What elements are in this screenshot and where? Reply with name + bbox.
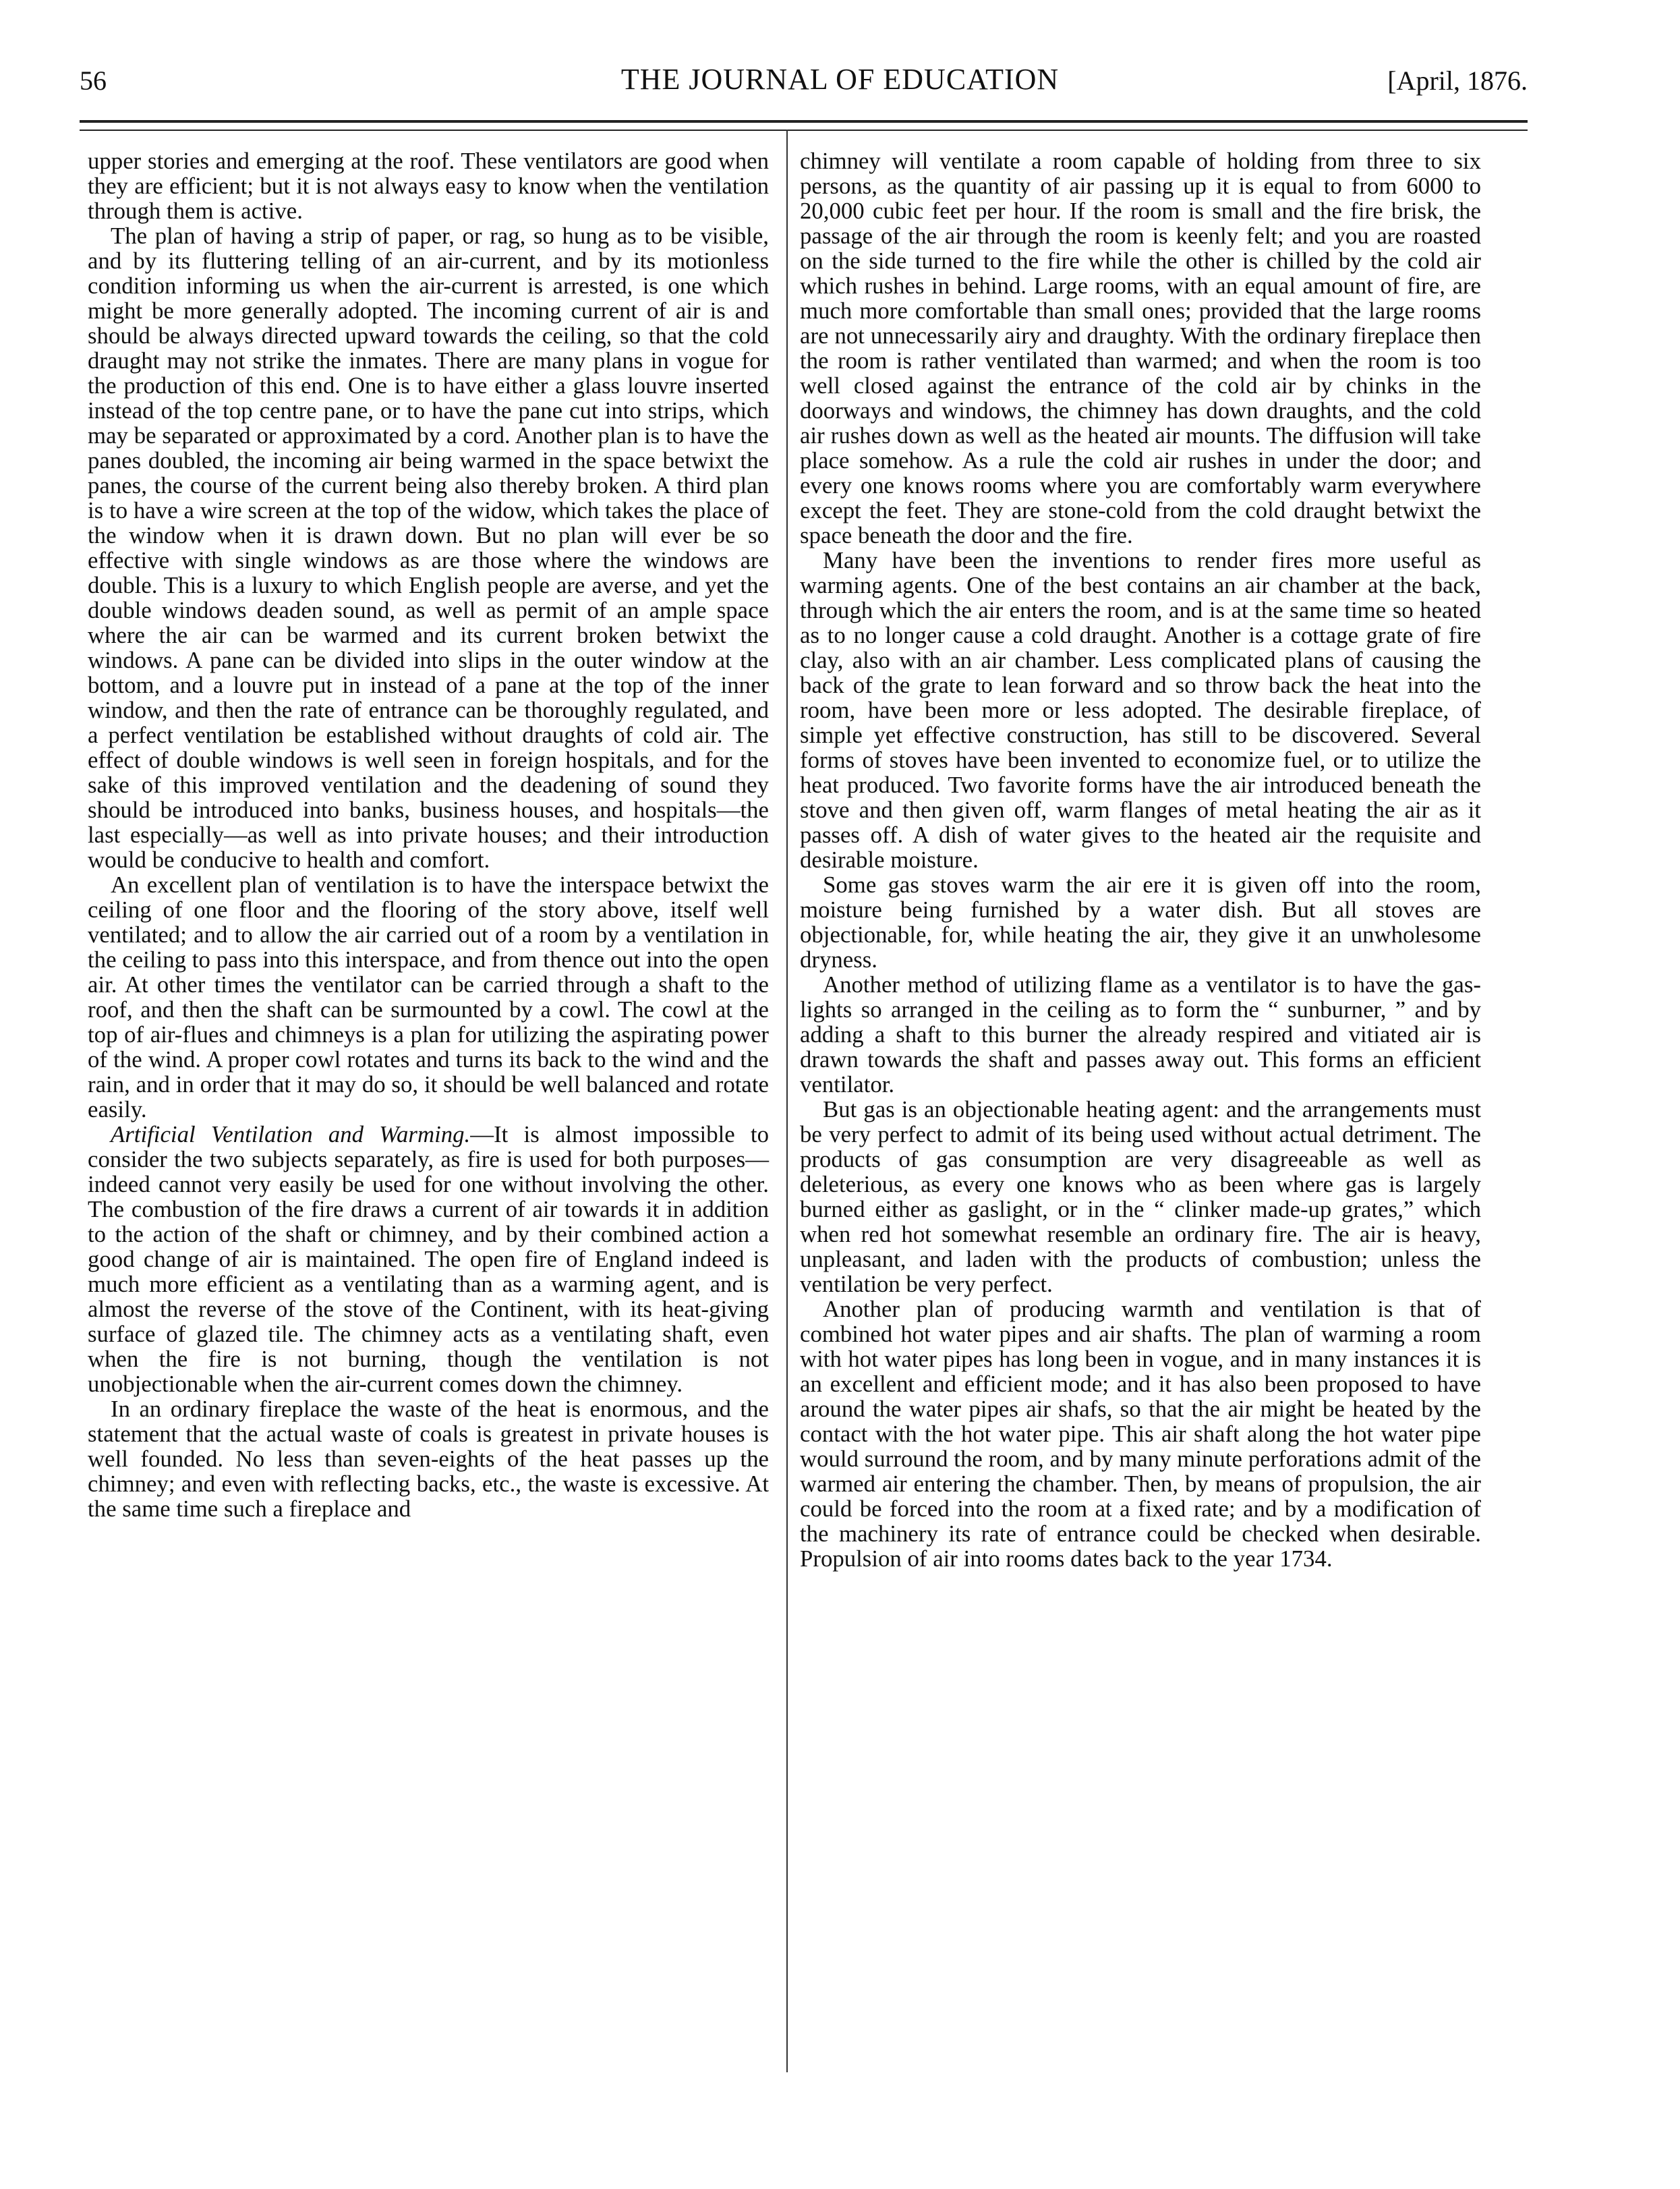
paragraph	[88, 1122, 769, 1396]
paragraph: But gas is an objectionable heating agent: and the arrangements must be very perfect to admit of its being used without actual detriment. The products of gas consumption are very disagreeable as well as deleterious, as every one knows who as been where gas is largely burned either as gaslight, or in the “ clinker made-up grates,” which when red hot somewhat resemble an ordinary fire. The air is heavy, unpleasant, and laden with the products of combustion; unless the ventilation be very perfect.	[800, 1096, 1481, 1297]
paragraph: The plan of having a strip of paper, or rag, so hung as to be visible, and by its fluttering telling of an air-current, and by its motionless condition informing us when the air-current is arrested, is one which might be more generally adopted. The incoming current of air is and should be always directed upward towards the ceiling, so that the cold draught may not strike the inmates. There are many plans in vogue for the production of this end. One is to have either a glass louvre inserted instead of the top centre pane, or to have the pane cut into strips, which may be separated or approximated by a cord. Another plan is to have the panes doubled, the incoming air being warmed in the space betwixt the panes, the course of the current being also thereby broken. A third plan is to have a wire screen at the top of the widow, which takes the place of the window when it is drawn down. But no plan will ever be so effective with single windows as are those where the windows are double. This is a luxury to which English people are averse, and yet the double windows deaden sound, as well as permit of an ample space where the air can be warmed and its current broken betwixt the windows. A pane can be divided into slips in the outer window at the bottom, and a louvre put in instead of a pane at the top of the inner window, and then the rate of entrance can be thoroughly regulated, and a perfect ventilation be established without draughts of cold air. The effect of double windows is well seen in foreign hospitals, and for the sake of this improved ventilation and the deadening of sound they should be introduced into banks, business houses, and hospitals—the last especially—as well as into private houses; and their introduction would be conducive to health and comfort.	[88, 223, 769, 873]
section-title: Artificial Ventilation and Warming.	[111, 1121, 471, 1147]
right-column	[800, 148, 1481, 1571]
column-divider	[786, 130, 788, 2072]
paragraph: Another plan of producing warmth and ventilation is that of combined hot water pipes and air shafts. The plan of warming a room with hot water pipes has long been in vogue, and in many instances it is an excellent and efficient mode; and it has also been proposed to have around the water pipes air shafs, so that the air might be heated by the contact with the hot water pipe. This air shaft along the hot water pipe would surround the room, and by many minute perforations admit of the warmed air entering the chamber. Then, by means of propulsion, the air could be forced into the room at a fixed rate; and by a modification of the machinery its rate of entrance could be checked when desirable. Propulsion of air into rooms dates back to the year 1734.	[800, 1296, 1481, 1572]
paragraph: upper stories and emerging at the roof. These ventilators are good when they are efficient; but it is not always easy to know when the ventilation through them is active.	[88, 148, 769, 224]
section-body: —It is almost impossible to consider the two subjects separately, as fire is used for both purposes—indeed cannot very easily be used for one without involving the other. The combustion of the fire draws a current of air towards it in addition to the action of the shaft or chimney, and by their combined action a good change of air is maintained. The open fire of England indeed is much more efficient as a ventilating than as a warming agent, and is almost the reverse of the stove of the Continent, with its heat-giving surface of glazed tile. The chimney acts as a ventilating shaft, even when the fire is not burning, though the ventilation is not unobjectionable when the air-current comes down the chimney.	[88, 1121, 769, 1397]
left-column	[88, 148, 769, 1521]
header-rule	[80, 120, 1528, 131]
paragraph: An excellent plan of ventilation is to have the interspace betwixt the ceiling of one floor and the flooring of the story above, itself well ventilated; and to allow the air carried out of a room by a ventilation in the ceiling to pass into this interspace, and from thence out into the open air. At other times the ventilator can be carried through a shaft to the roof, and then the shaft can be surmounted by a cowl. The cowl at the top of air-flues and chimneys is a plan for utilizing the aspirating power of the wind. A proper cowl rotates and turns its back to the wind and the rain, and in order that it may do so, it should be well balanced and rotate easily.	[88, 872, 769, 1122]
paragraph: In an ordinary fireplace the waste of the heat is enormous, and the statement that the actual waste of coals is greatest in private houses is well founded. No less than seven-eights of the heat passes up the chimney; and even with reflecting backs, etc., the waste is excessive. At the same time such a fireplace and	[88, 1396, 769, 1522]
journal-title: THE JOURNAL OF EDUCATION	[620, 63, 1060, 96]
paragraph: Some gas stoves warm the air ere it is given off into the room, moisture being furnished by a water dish. But all stoves are objectionable, for, while heating the air, they give it an unwholesome dryness.	[800, 872, 1481, 973]
page-number: 56	[80, 65, 107, 96]
paragraph: Another method of utilizing flame as a ventilator is to have the gas-lights so arranged in the ceiling as to form the “ sunburner, ” and by adding a shaft to this burner the already respired and vitiated air is drawn towards the shaft and passes away out. This forms an efficient ventilator.	[800, 971, 1481, 1098]
paragraph: chimney will ventilate a room capable of holding from three to six persons, as the quantity of air passing up it is equal to from 6000 to 20,000 cubic feet per hour. If the room is small and the fire brisk, the passage of the air through the room is keenly felt; and you are roasted on the side turned to the fire while the other is chilled by the cold air which rushes in behind. Large rooms, with an equal amount of fire, are much more comfortable than small ones; provided that the large rooms are not unnecessarily airy and draughty. With the ordinary fireplace then the room is rather ventilated than warmed; and when the room is too well closed against the entrance of the cold air by chinks in the doorways and windows, the chimney has down draughts, and the cold air rushes down as well as the heated air mounts. The diffusion will take place somehow. As a rule the cold air rushes in under the door; and every one knows rooms where you are comfortably warm everywhere except the feet. They are stone-cold from the cold draught betwixt the space beneath the door and the fire.	[800, 148, 1481, 548]
issue-date: [April, 1876.	[1387, 65, 1528, 96]
paragraph: Many have been the inventions to render fires more useful as warming agents. One of the best contains an air chamber at the back, through which the air enters the room, and is at the same time so heated as to no longer cause a cold draught. Another is a cottage grate of fire clay, also with an air chamber. Less complicated plans of causing the back of the grate to lean forward and so throw back the heat into the room, have been more or less adopted. The desirable fireplace, of simple yet effective construction, has still to be discovered. Several forms of stoves have been invented to economize fuel, or to utilize the heat produced. Two favorite forms have the air introduced beneath the stove and then given off, warm flanges of metal heating the air as it passes off. A dish of water gives to the heated air the requisite and desirable moisture.	[800, 547, 1481, 873]
